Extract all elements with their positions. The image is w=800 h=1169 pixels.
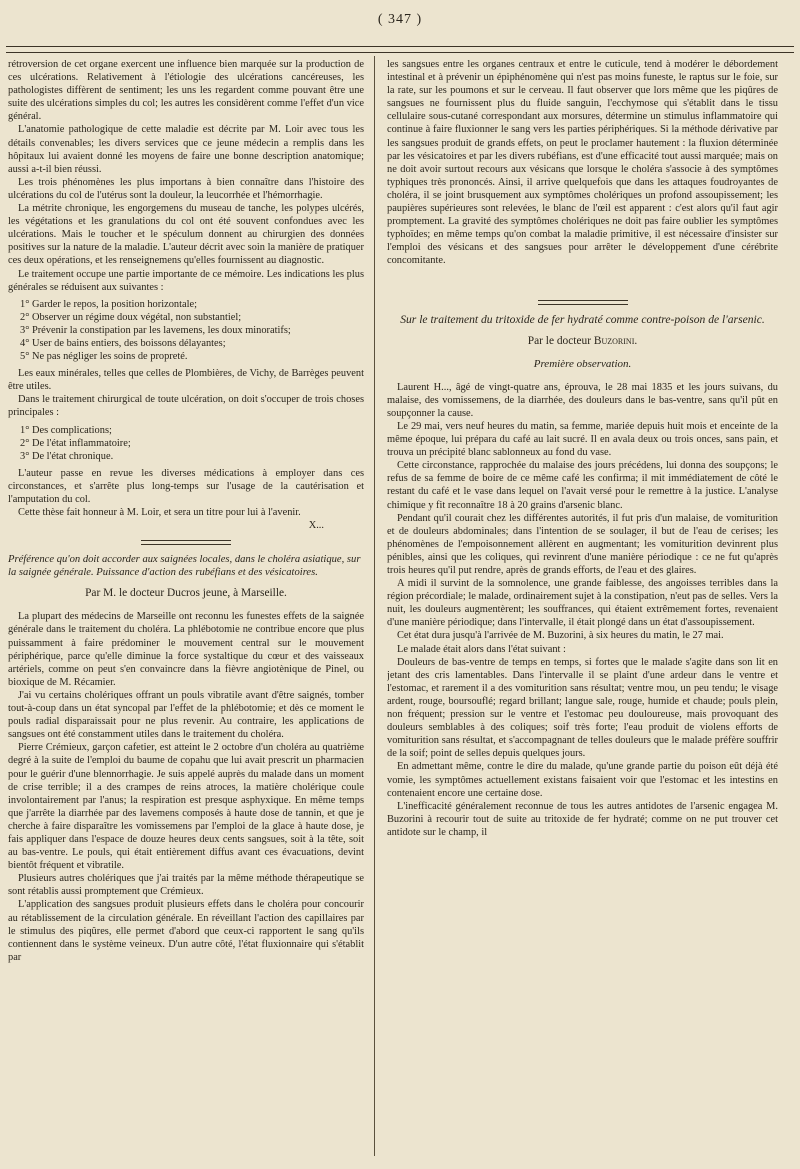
list-item: 2° De l'état inflammatoire; [20,437,131,449]
paragraph: Le traitement occupe une partie importante de ce mémoire. Les indications les plus générales se réduisent aux suivantes : [8,268,364,293]
author-name: Buzorini. [593,334,638,347]
paragraph: A midi il survint de la somnolence, une grande faiblesse, des angoisses terribles dans la région précordiale; le malade, ordinairement sujet à la constipation, n'eut pas de selles. Vers la nuit, les douleurs augmentèrent; les souffrances, qui étaient extrêmement fortes, revenaient d'une manière périodique; dans l'intervalle, il était plongé dans un état d'assoupissement. [387,578,778,629]
list-item: 1° Garder le repos, la position horizontale; [20,298,197,310]
paragraph: Cet état dura jusqu'à l'arrivée de M. Buzorini, à six heures du matin, le 27 mai. [397,630,724,642]
paragraph: Cette thèse fait honneur à M. Loir, et sera un titre pour lui à l'avenir. [18,507,301,519]
author-prefix: Par le docteur [527,334,592,347]
paragraph: Dans le traitement chirurgical de toute ulcération, on doit s'occuper de trois choses principales : [8,394,364,419]
list-item: 5° Ne pas négliger les soins de propreté. [20,351,188,363]
paragraph: Douleurs de bas-ventre de temps en temps, si fortes que le malade s'agite dans son lit en jetant des cris lamentables. Dans l'intervalle il se plaint d'une ardeur dans le ventre et l'estomac, et rarement il a des vomiturition sans résultat; ventre mou, un peu tendu; le visage ardent, rouge, boursouflé; regard brillant; langue sale, rouge, humide et chaude; pouls plein, non fréquent; pression sur le ventre et l'estomac peu douloureuse, mais provoquant des douleurs semblables à des coliques; soif très forte; l'eau produit de violens efforts de vomiturition sans résultat, et s'accompagnant de telles douleurs que le malade préfère souffrir de la soif; point de selles depuis quelques jours. [387,656,778,760]
article-title: Préférence qu'on doit accorder aux saignées locales, dans le choléra asiatique, sur la saignée générale. Puissance d'action des rubéfians et des vésicatoires. [8,554,361,579]
paragraph: Plusieurs autres cholériques que j'ai traités par la même méthode thérapeutique se sont rétablis aussi promptement que Crémieux. [8,873,364,898]
paragraph: La métrite chronique, les engorgemens du museau de tanche, les polypes ulcérés, les végétations et les granulations du col ont été souvent confondues avec les ulcérations. Mais le toucher et le spéculum donnent au chirurgien des données positives sur la nature de la maladie. L'auteur décrit avec soin la manière de pratiquer ces deux opérations, et les renseignemens qu'elles fournissent au diagnostic. [8,203,364,267]
observation-heading: Première observation. [533,357,632,370]
section-separator [141,540,231,545]
paragraph: Pendant qu'il courait chez les différentes autorités, il fut pris d'un malaise, de vomiturition et de douleurs abdominales; dans l'intention de se soulager, il but de l'eau de cerises; les phénomènes de l'empoisonnement allèrent en augmentant; les vomiturition devinrent plus pénibles, ainsi que les coliques, qui revinrent d'une manière périodique : ce ne fut qu'après trois heures qu'il put rendre, après de grands efforts, de l'eau et des glaires. [387,512,778,576]
principles-list [20,424,364,463]
paragraph: Pierre Crémieux, garçon cafetier, est atteint le 2 octobre d'un choléra au quatrième degré à la suite de l'emploi du baume de copahu que lui avait prescrit un pharmacien pour le guérir d'une blennorrhagie. Je suis appelé auprès du malade dans un moment de crise terrible; il a des crampes de reins atroces, la matière cholérique coule involontairement par l'anus; la respiration est presque asphyxique. En même temps que j'arrête la diarrhée par des lavemens composés à haute dose de tannin, et que je cherche à faire disparaître les vomissemens par l'emploi de la glace à haute dose, je fais appliquer dans l'espace de douze heures deux cents sangsues, soit à la tête, soit au bas-ventre. Le pouls, qui était entièrement diffus avant ces évacuations, devint bientôt fréquent et vibratile. [8,742,364,872]
paragraph: Les trois phénomènes les plus importans à bien connaître dans l'histoire des ulcérations du col de l'utérus sont la douleur, la leucorrhée et l'hémorrhagie. [8,176,364,201]
paragraph: L'inefficacité généralement reconnue de tous les autres antidotes de l'arsenic engagea M. Buzorini à recourir tout de suite au tritoxide de fer hydraté; comme on ne put trouver cet antidote sur le champ, il [387,800,778,838]
list-item: 4° User de bains entiers, des boissons délayantes; [20,337,226,349]
paragraph: L'application des sangsues produit plusieurs effets dans le choléra pour concourir au rétablissement de la circulation générale. En réveillant l'action des capillaires par le stimulus des piqûres, elle permet d'abord que ceux-ci rapportent le sang qu'ils contiennent dans le système veineux. D'un autre côté, l'état fluxionnaire qui s'établit par [8,899,364,963]
paragraph: En admettant même, contre le dire du malade, qu'une grande partie du poison eût déjà été vomie, les symptômes actuellement existans faisaient voir que l'estomac et les intestins en contenaient encore une certaine dose. [387,761,778,799]
paragraph: La plupart des médecins de Marseille ont reconnu les funestes effets de la saignée générale dans le traitement du choléra. La phlébotomie ne contribue encore que plus puissamment à faire prédominer le mouvement central sur le mouvement périphérique, parce qu'elle diminue la force systaltique du cœur et des vaisseaux artériels, comme on peut s'en convaincre dans la fièvre angiotènique de Pinel, ou bioxique de M. Récamier. [8,611,364,688]
paragraph: Le 29 mai, vers neuf heures du matin, sa femme, mariée depuis huit mois et enceinte de la même époque, lui prépara du café au lait sucré. Il en avala deux ou trois onces, sans pain, et trouva un précipité blanc sablonneux au fond du vase. [387,420,778,459]
article-author: Par M. le docteur Ducros jeune, à Marseille. [85,587,287,600]
list-item: 2° Observer un régime doux végétal, non substantiel; [20,311,242,323]
page-number: ( 347 ) [377,12,423,27]
paragraph: Cette circonstance, rapprochée du malaise des jours précédens, lui donna des soupçons; le refus de sa femme de boire de ce même café les confirma; il mit immédiatement de côté le restant du café et le vase dans lequel on l'avait versé pour le remettre à la justice. L'analyse chimique y fit reconnaître 18 à 20 grains d'arsenic blanc. [387,460,778,511]
right-column [387,58,778,1158]
paragraph: Les eaux minérales, telles que celles de Plombières, de Vichy, de Barrèges peuvent être utiles. [8,368,364,393]
paragraph: rétroversion de cet organe exercent une influence bien marquée sur la production de ces ulcérations. Relativement à l'étiologie des ulcérations cancéreuses, les pathologistes diffèrent de sentiment; les uns les regardent comme pouvant être une suite des ulcérations simples du col; les autres les considèrent comme l'effet d'un vice général. [8,59,364,123]
paragraph: L'anatomie pathologique de cette maladie est décrite par M. Loir avec tous les détails convenables; les divers services que ce jeune médecin a remplis dans les hôpitaux lui avaient donné les moyens de faire une bonne description anatomique; aussi a-t-il bien réussi. [8,124,364,175]
article-author [387,335,778,348]
paragraph: Laurent H..., âgé de vingt-quatre ans, éprouva, le 28 mai 1835 et les jours suivans, du malaise, des vomissemens, de la diarrhée, des douleurs dans le bas-ventre, sans qu'il pût en soupçonner la cause. [387,381,778,419]
paragraph: les sangsues entre les organes centraux et entre le cuticule, tend à modérer le débordement intestinal et à prévenir un épiphénomène qui n'est pas moins funeste, le raptus sur le foie, sur la rate, sur les poumons et sur le cerveau. Il faut observer que lors même que les piqûres de sangsues ne fournissent plus du fluide sanguin, l'ecchymose qui s'établit dans le tissu cellulaire sous-cutané correspondant aux morsures, détermine un stimulus inflammatoire qui continue à faire fluxionner le sang vers les parties périphériques. Si la méthode dérivative par les sangsues produit de grands effets, on peut le proclamer hautement : la fluxion déterminée par les vésicatoires et par les divers rubéfians, est d'une efficacité tout aussi marquée; mais on ne doit avoir surtout recours aux vésicans que lorsque le choléra s'associe à des symptômes typhiques très prononcés. Ainsi, il arrive quelquefois que dans les attaques foudroyantes de choléra, il se joint brusquement aux symptômes cholériques un profond assoupissement; les paupières supérieures sont relevées, le blanc de l'œil est apparent : c'est alors qu'il faut agir promptement. La gravité des symptômes cholériques ne doit pas faire oublier les symptômes typhoïdes; en même temps qu'on combat la maladie primitive, il est nécessaire d'insister sur l'emploi des vésicans et des sangsues pour arrêter le développement d'une cérébrite concomitante. [387,59,778,267]
section-separator [538,300,628,305]
paragraph: J'ai vu certains cholériques offrant un pouls vibratile avant d'être saignés, tomber tout-à-coup dans un état syncopal par l'effet de la phlébotomie; et dès ce moment le pouls radial disparaissait pour ne plus revenir. Au contraire, les applications de sangsues ont été constamment utiles dans le traitement du choléra. [8,689,364,741]
header-rule [6,46,794,53]
article-title: Sur le traitement du tritoxide de fer hydraté comme contre-poison de l'arsenic. [400,312,765,326]
list-item: 1° Des complications; [20,424,112,436]
list-item: 3° Prévenir la constipation par les lavemens, les doux minoratifs; [20,324,291,336]
column-divider [374,56,375,1156]
list-item: 3° De l'état chronique. [20,450,114,462]
left-column [8,58,364,1158]
paragraph: L'auteur passe en revue les diverses médications à employer dans ces circonstances, et s'arrête plus long-temps sur l'usage de la cautérisation et l'amputation du col. [8,467,364,505]
signature: X... [308,520,324,532]
paragraph: Le malade était alors dans l'état suivant : [397,643,566,655]
indications-list [20,298,364,363]
